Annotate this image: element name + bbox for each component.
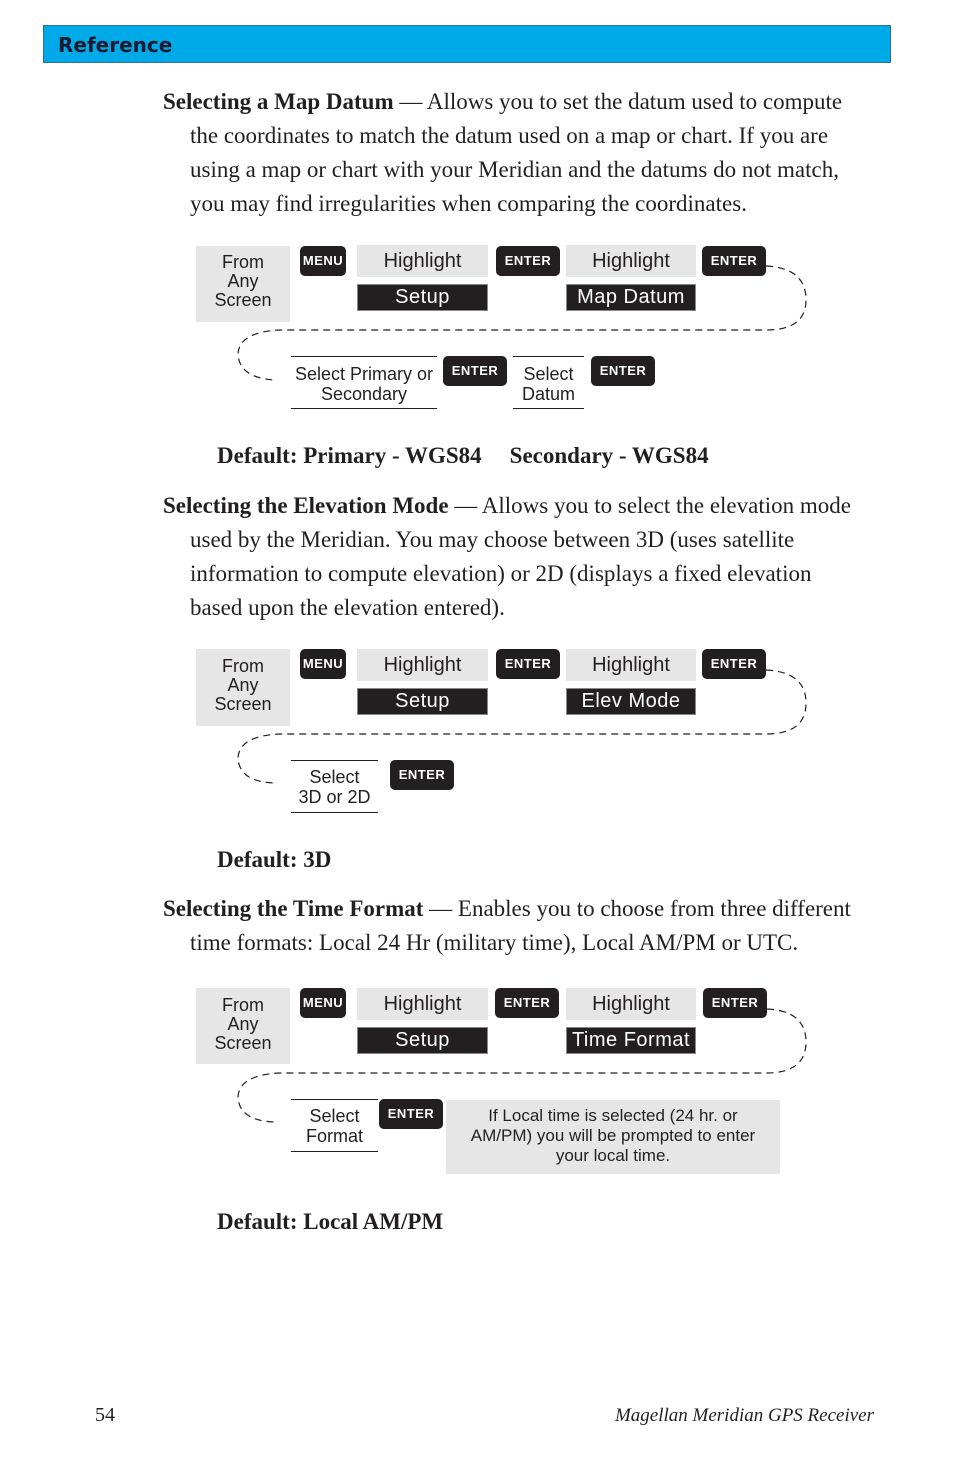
menu-key: MENU bbox=[300, 649, 346, 679]
menu-key: MENU bbox=[300, 246, 346, 276]
from-label: From bbox=[222, 995, 264, 1015]
step-line-1: Select bbox=[309, 1106, 360, 1126]
enter-key-1: ENTER bbox=[496, 246, 560, 276]
enter-key-4: ENTER bbox=[591, 356, 655, 386]
elevation-line-1: — Allows you to select the elevation mode bbox=[448, 493, 851, 518]
time-format-default bbox=[217, 1209, 471, 1235]
any-label: Any bbox=[227, 675, 259, 695]
local-time-note bbox=[446, 1100, 780, 1174]
enter-key-3: ENTER bbox=[443, 356, 507, 386]
setup-screen-label: Setup bbox=[357, 688, 488, 715]
highlight-label-1: Highlight bbox=[357, 245, 488, 277]
highlight-label-2: Highlight bbox=[566, 245, 696, 277]
any-label: Any bbox=[227, 271, 259, 291]
screen-label: Screen bbox=[214, 694, 272, 714]
footer-title: Magellan Meridian GPS Receiver bbox=[614, 1405, 874, 1426]
default-3d: Default: 3D bbox=[217, 847, 332, 872]
screen-label: Screen bbox=[214, 290, 272, 310]
page-number: 54 bbox=[95, 1404, 115, 1426]
note-line-2: AM/PM) you will be prompted to enter bbox=[470, 1126, 756, 1145]
elevation-mode-heading: Selecting the Elevation Mode bbox=[163, 493, 449, 518]
highlight-label-2: Highlight bbox=[566, 649, 696, 681]
map-datum-line-4: you may find irregularities when comparing the coordinates. bbox=[190, 191, 747, 216]
highlight-label-1: Highlight bbox=[357, 649, 488, 681]
menu-key: MENU bbox=[300, 988, 346, 1018]
elev-mode-screen-label: Elev Mode bbox=[566, 688, 696, 715]
enter-key-1: ENTER bbox=[496, 649, 560, 679]
highlight-label-2: Highlight bbox=[566, 988, 696, 1020]
enter-key-1: ENTER bbox=[495, 988, 559, 1018]
default-local-ampm: Default: Local AM/PM bbox=[217, 1209, 444, 1234]
note-line-1: If Local time is selected (24 hr. or bbox=[488, 1106, 738, 1125]
select-format-step bbox=[291, 1099, 378, 1152]
enter-key-2: ENTER bbox=[703, 988, 767, 1018]
time-format-line-2: time formats: Local 24 Hr (military time), Local AM/PM or UTC. bbox=[190, 930, 799, 955]
note-line-3: your local time. bbox=[555, 1146, 671, 1165]
from-any-screen-box bbox=[196, 988, 290, 1064]
enter-key-3: ENTER bbox=[390, 760, 454, 790]
any-label: Any bbox=[227, 1014, 259, 1034]
from-label: From bbox=[222, 252, 264, 272]
elevation-line-4: based upon the elevation entered). bbox=[190, 595, 505, 620]
map-datum-heading: Selecting a Map Datum bbox=[163, 89, 394, 114]
step-line-1: Select Primary or bbox=[294, 364, 434, 384]
setup-screen-label: Setup bbox=[357, 284, 488, 311]
from-label: From bbox=[222, 656, 264, 676]
enter-key-2: ENTER bbox=[702, 246, 766, 276]
step-line-2: Format bbox=[305, 1126, 363, 1146]
banner-title: Reference bbox=[58, 33, 173, 57]
map-datum-line-1: — Allows you to set the datum used to compute bbox=[393, 89, 843, 114]
setup-screen-label: Setup bbox=[357, 1027, 488, 1054]
step-line-1: Select bbox=[523, 364, 574, 384]
map-datum-line-3: using a map or chart with your Meridian and the datums do not match, bbox=[190, 157, 839, 182]
elevation-line-3: information to compute elevation) or 2D (displays a fixed elevation bbox=[190, 561, 812, 586]
enter-key-2: ENTER bbox=[702, 649, 766, 679]
elevation-line-2: used by the Meridian. You may choose between 3D (uses satellite bbox=[190, 527, 795, 552]
default-secondary: Secondary - WGS84 bbox=[509, 443, 709, 468]
step-line-2: Datum bbox=[521, 384, 575, 404]
map-datum-screen-label: Map Datum bbox=[566, 284, 696, 311]
map-datum-line-2: the coordinates to match the datum used on a map or chart. If you are bbox=[190, 123, 829, 148]
step-line-2: 3D or 2D bbox=[298, 787, 371, 807]
step-line-1: Select bbox=[309, 767, 360, 787]
default-primary: Default: Primary - WGS84 bbox=[217, 443, 482, 468]
time-format-line-1: — Enables you to choose from three different bbox=[423, 896, 851, 921]
highlight-label-1: Highlight bbox=[357, 988, 488, 1020]
step-line-2: Secondary bbox=[320, 384, 408, 404]
time-format-heading: Selecting the Time Format bbox=[163, 896, 424, 921]
time-format-screen-label: Time Format bbox=[566, 1027, 696, 1054]
enter-key-3: ENTER bbox=[379, 1099, 443, 1129]
screen-label: Screen bbox=[214, 1033, 272, 1053]
